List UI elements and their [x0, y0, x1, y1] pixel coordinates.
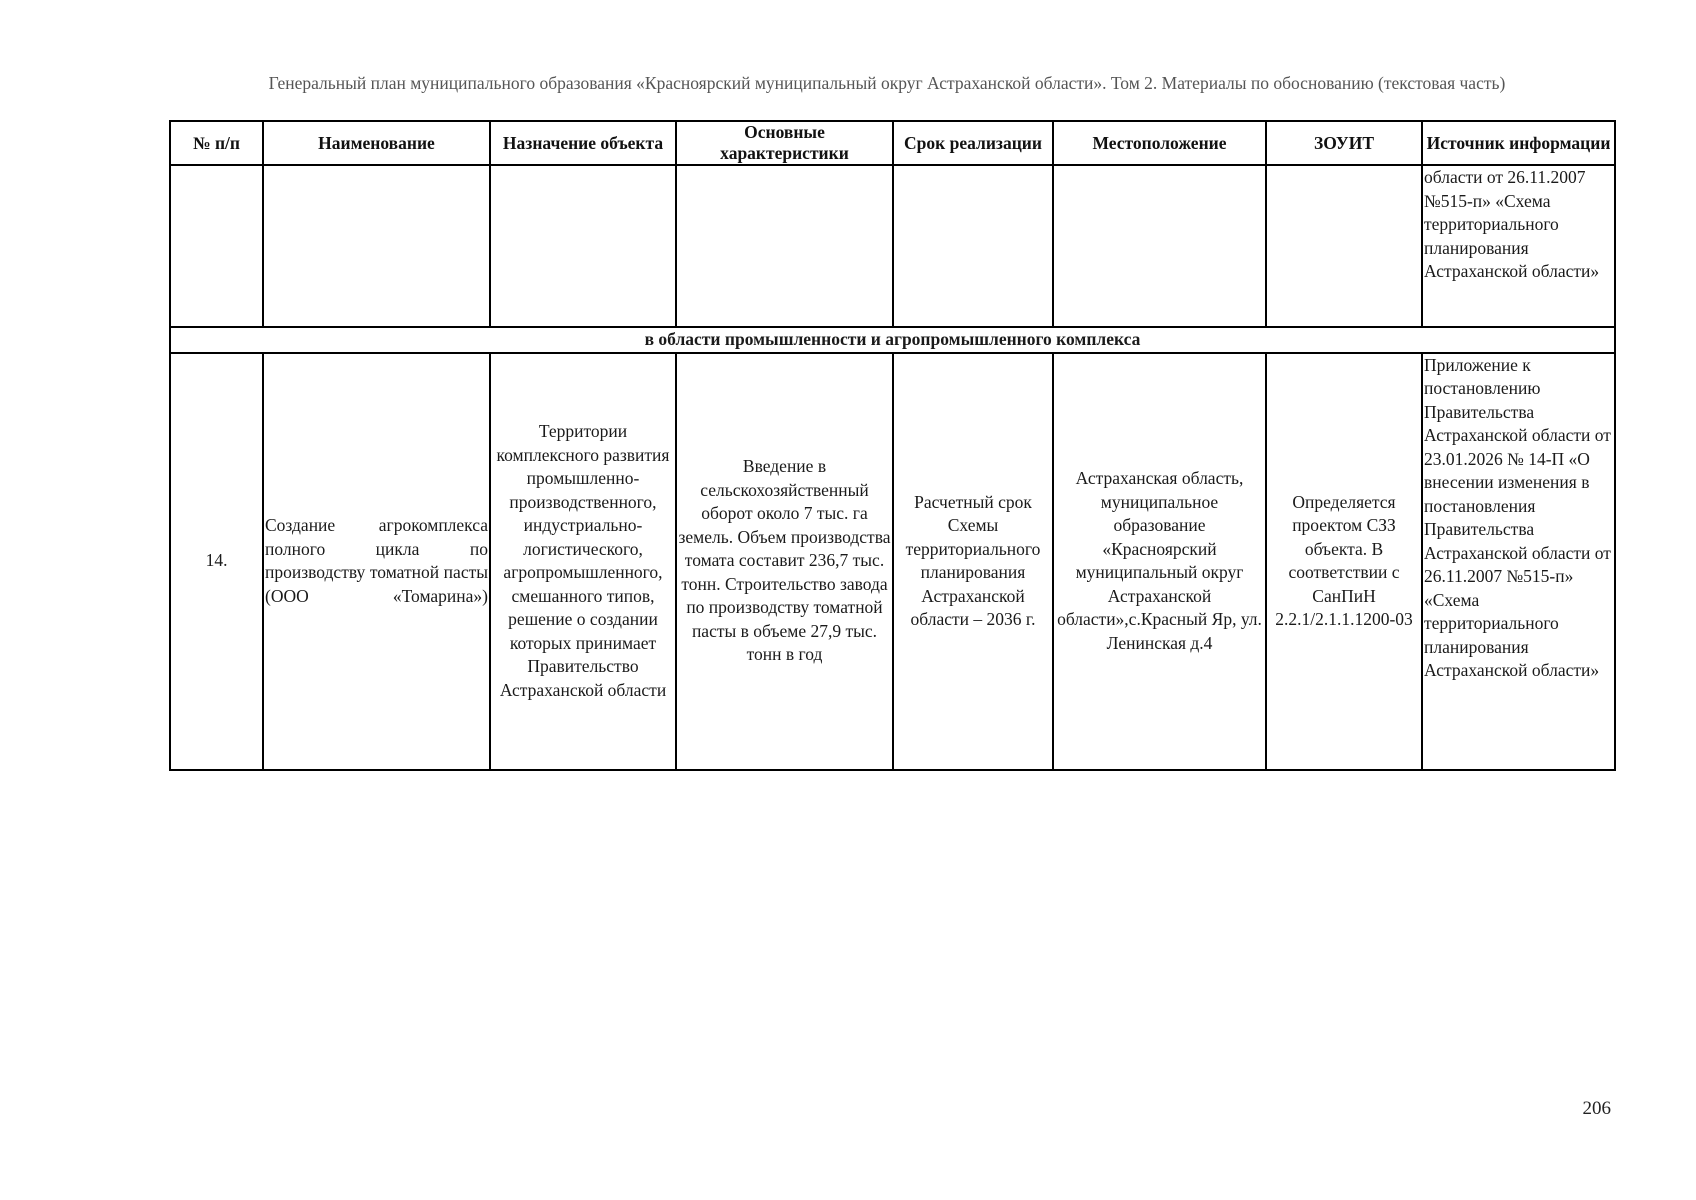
cell-empty	[676, 165, 893, 327]
cell-term: Расчетный срок Схемы территориального планирования Астраханской области – 2036 г.	[893, 353, 1053, 770]
col-header-source: Источник информации	[1422, 121, 1615, 165]
cell-purpose: Территории комплексного развития промышленно-производственного, индустриально-логистического, агропромышленного, смешанного типов, решение о создании которых принимает Правительство Астраханской области	[490, 353, 676, 770]
cell-empty	[1053, 165, 1266, 327]
col-header-name: Наименование	[263, 121, 490, 165]
section-title: в области промышленности и агропромышленного комплекса	[170, 327, 1615, 353]
cell-empty	[170, 165, 263, 327]
section-row	[170, 327, 1615, 353]
objects-table	[169, 120, 1616, 771]
col-header-zouit: ЗОУИТ	[1266, 121, 1422, 165]
cell-location: Астраханская область, муниципальное образование «Красноярский муниципальный округ Астраханской области»,с.Красный Яр, ул. Ленинская д.4	[1053, 353, 1266, 770]
page-number: 206	[1582, 1098, 1611, 1119]
page-header: Генеральный план муниципального образования «Красноярский муниципальный округ Астраханской области». Том 2. Материалы по обоснованию (текстовая часть)	[268, 73, 1506, 93]
col-header-purpose: Назначение объекта	[490, 121, 676, 165]
table-row	[170, 353, 1615, 770]
cell-name: Создание агрокомплекса полного цикла по производству томатной пасты (ООО «Томарина»)	[263, 353, 490, 770]
cell-source: Приложение к постановлению Правительства Астраханской области от 23.01.2026 № 14-П «О внесении изменения в постановления Правительства Астраханской области от 26.11.2007 №515-п» «Схема территориального планирования Астраханской области»	[1422, 353, 1615, 770]
cell-empty	[1266, 165, 1422, 327]
cell-empty	[893, 165, 1053, 327]
col-header-characteristics: Основные характеристики	[676, 121, 893, 165]
cell-empty	[490, 165, 676, 327]
cell-zouit: Определяется проектом СЗЗ объекта. В соответствии с СанПиН 2.2.1/2.1.1.1200-03	[1266, 353, 1422, 770]
col-header-location: Местоположение	[1053, 121, 1266, 165]
table-row-continuation	[170, 165, 1615, 327]
col-header-term: Срок реализации	[893, 121, 1053, 165]
cell-continuation-source: области от 26.11.2007 №515-п» «Схема территориального планирования Астраханской области»	[1422, 165, 1615, 327]
cell-empty	[263, 165, 490, 327]
table-header-row	[170, 121, 1615, 165]
col-header-number: № п/п	[170, 121, 263, 165]
cell-characteristics: Введение в сельскохозяйственный оборот около 7 тыс. га земель. Объем производства томата составит 236,7 тыс. тонн. Строительство завода по производству томатной пасты в объеме 27,9 тыс. тонн в год	[676, 353, 893, 770]
cell-number: 14.	[170, 353, 263, 770]
